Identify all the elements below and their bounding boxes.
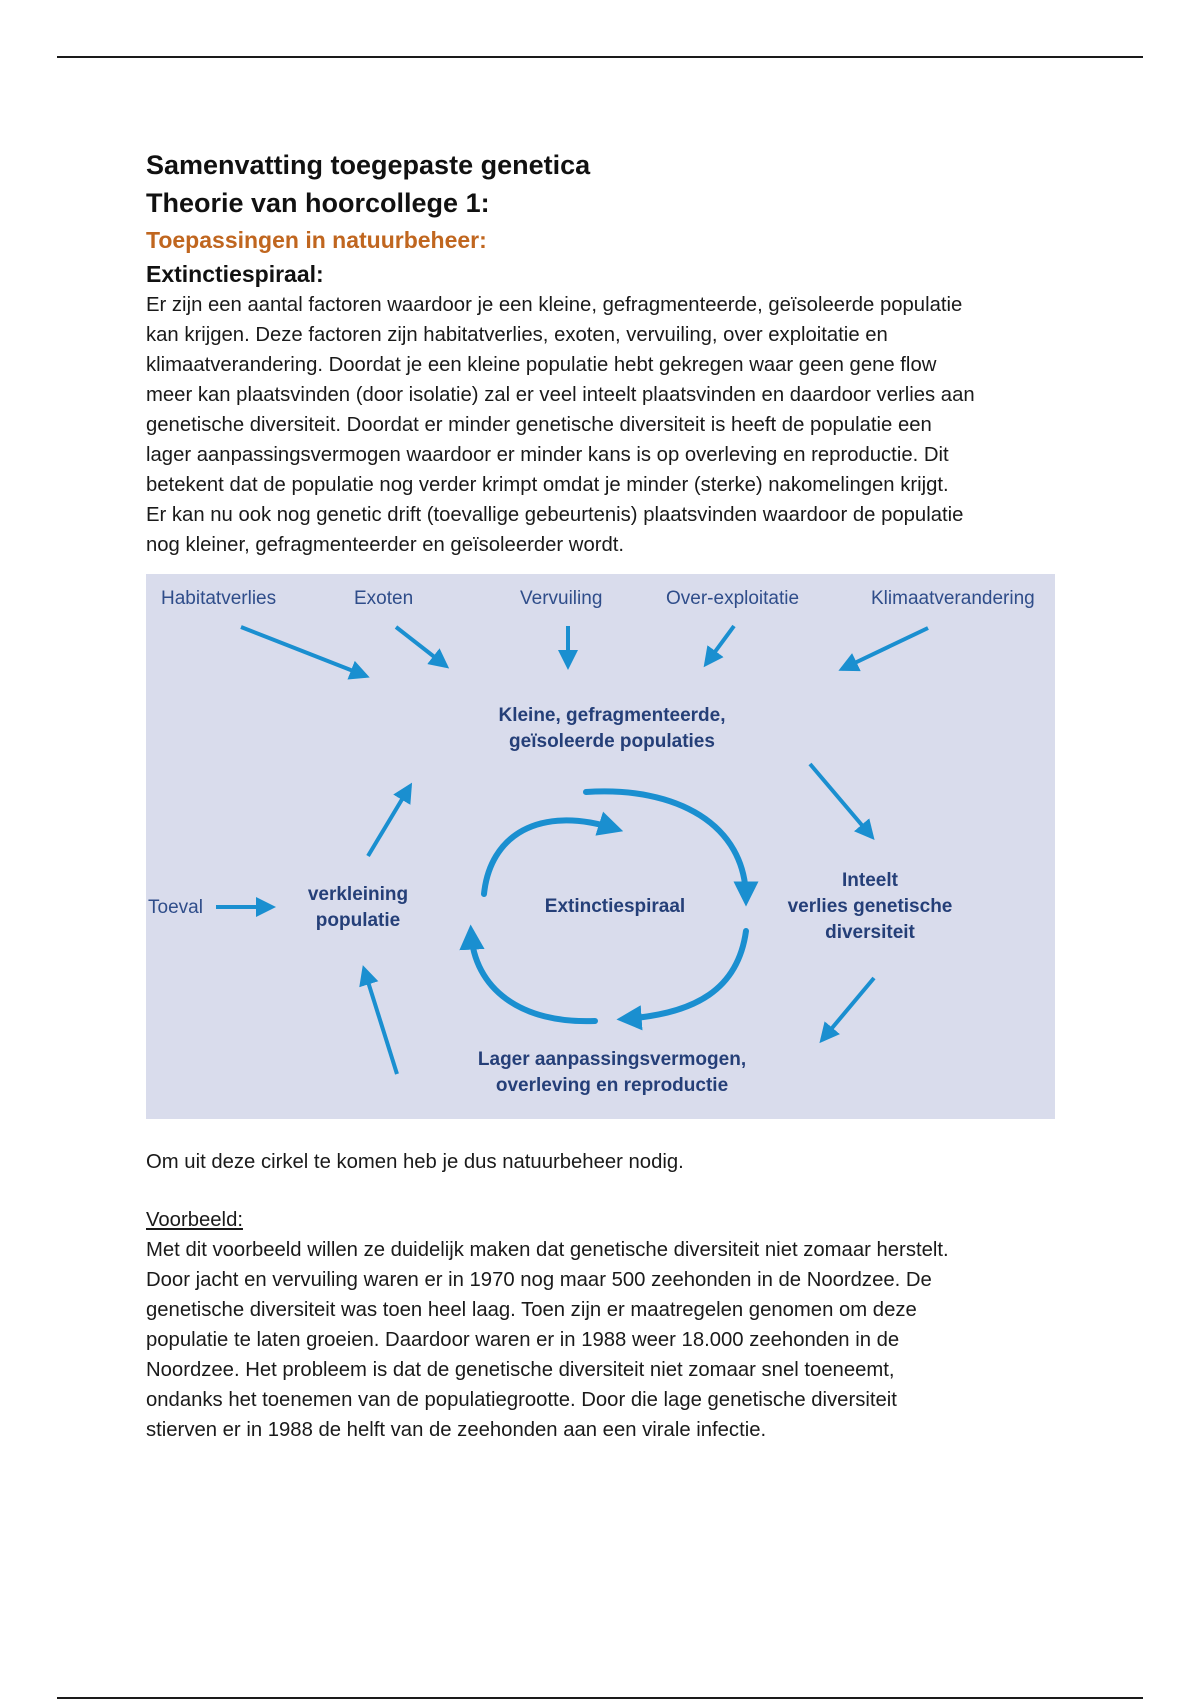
node-bottom-line1: Lager aanpassingsvermogen, xyxy=(477,1049,747,1070)
chance-label: Toeval xyxy=(148,897,203,918)
document-body xyxy=(146,146,1066,560)
arrow-top-to-right xyxy=(810,764,872,837)
example-section xyxy=(146,1205,1066,1445)
paragraph-line: Er zijn een aantal factoren waardoor je een kleine, gefragmenteerde, geïsoleerde populatie xyxy=(146,294,963,316)
paragraph-line: stierven er in 1988 de helft van de zeehonden aan een virale infectie. xyxy=(146,1419,767,1441)
header-rule xyxy=(57,56,1143,58)
subheading: Extinctiespiraal: xyxy=(146,261,324,287)
paragraph-line: populatie te laten groeien. Daardoor waren er in 1988 weer 18.000 zeehonden in de xyxy=(146,1329,900,1351)
paragraph-line: genetische diversiteit was toen heel laag. Toen zijn er maatregelen genomen om deze xyxy=(146,1299,917,1321)
node-left-line1: verkleining xyxy=(307,884,409,905)
spiral-center-label: Extinctiespiraal xyxy=(544,896,686,917)
intro-paragraph xyxy=(146,290,1066,560)
paragraph-line: ondanks het toenemen van de populatiegrootte. Door die lage genetische diversiteit xyxy=(146,1389,897,1411)
arrow-left-to-top xyxy=(368,786,410,856)
document-subtitle: Theorie van hoorcollege 1: xyxy=(146,188,490,218)
paragraph-line: lager aanpassingsvermogen waardoor er minder kans is op overleving en reproductie. Dit xyxy=(146,444,949,466)
arrow-right-to-bottom xyxy=(822,978,874,1040)
factor-label-klimaatverandering: Klimaatverandering xyxy=(871,588,1035,609)
spiral-arrow-right-bottom xyxy=(624,931,746,1019)
paragraph-line: betekent dat de populatie nog verder krimpt omdat je minder (sterke) nakomelingen krijgt. xyxy=(146,474,949,496)
factor-arrows xyxy=(241,626,928,676)
arrow-exoten xyxy=(396,627,446,666)
node-top-line2: geïsoleerde populaties xyxy=(509,731,715,752)
paragraph-line: genetische diversiteit. Doordat er minder genetische diversiteit is heeft de populatie een xyxy=(146,414,932,436)
document-title: Samenvatting toegepaste genetica xyxy=(146,150,591,180)
spiral-arrow-left-top xyxy=(484,820,616,894)
paragraph-line: Door jacht en vervuiling waren er in 1970 nog maar 500 zeehonden in de Noordzee. De xyxy=(146,1269,932,1291)
section-heading: Toepassingen in natuurbeheer: xyxy=(146,227,487,253)
paragraph-line: kan krijgen. Deze factoren zijn habitatverlies, exoten, vervuiling, over exploitatie en xyxy=(146,324,888,346)
node-right-line2: verlies genetische xyxy=(787,896,953,917)
conclusion-paragraph xyxy=(146,1147,1066,1177)
arrow-over-exploitatie xyxy=(706,626,734,664)
outer-arrows xyxy=(216,764,874,1074)
footer-rule xyxy=(57,1697,1143,1699)
node-right-line3: diversiteit xyxy=(825,922,915,943)
node-top-line1: Kleine, gefragmenteerde, xyxy=(498,705,726,726)
paragraph-line: Er kan nu ook nog genetic drift (toevallige gebeurtenis) plaatsvinden waardoor de populatie xyxy=(146,504,964,526)
example-heading: Voorbeeld: xyxy=(146,1209,243,1231)
paragraph-line: Met dit voorbeeld willen ze duidelijk maken dat genetische diversiteit niet zomaar herstelt. xyxy=(146,1239,949,1261)
paragraph-line: meer kan plaatsvinden (door isolatie) zal er veel inteelt plaatsvinden en daardoor verlies aan xyxy=(146,384,975,406)
factor-label-vervuiling: Vervuiling xyxy=(520,588,603,609)
paragraph-line: nog kleiner, gefragmenteerder en geïsoleerder wordt. xyxy=(146,534,625,556)
paragraph-line: Noordzee. Het probleem is dat de genetische diversiteit niet zomaar snel toeneemt, xyxy=(146,1359,895,1381)
factor-label-habitatverlies: Habitatverlies xyxy=(161,588,277,609)
spiral-arrow-bottom-left xyxy=(471,932,595,1021)
factor-label-over-exploitatie: Over-exploitatie xyxy=(666,588,800,609)
spiral-diagram xyxy=(146,574,1055,1119)
node-left-line2: populatie xyxy=(315,910,401,931)
spiral-arrow-top-right xyxy=(586,791,746,899)
factor-label-exoten: Exoten xyxy=(354,588,414,609)
node-right-line1: Inteelt xyxy=(842,870,898,891)
conclusion-text: Om uit deze cirkel te komen heb je dus natuurbeheer nodig. xyxy=(146,1151,684,1173)
arrow-bottom-to-left xyxy=(364,969,397,1074)
arrow-klimaatverandering xyxy=(842,628,928,669)
extinction-spiral-figure xyxy=(146,574,1055,1119)
node-bottom-line2: overleving en reproductie xyxy=(495,1075,729,1096)
arrow-habitatverlies xyxy=(241,627,366,676)
paragraph-line: klimaatverandering. Doordat je een kleine populatie hebt gekregen waar geen gene flow xyxy=(146,354,937,376)
